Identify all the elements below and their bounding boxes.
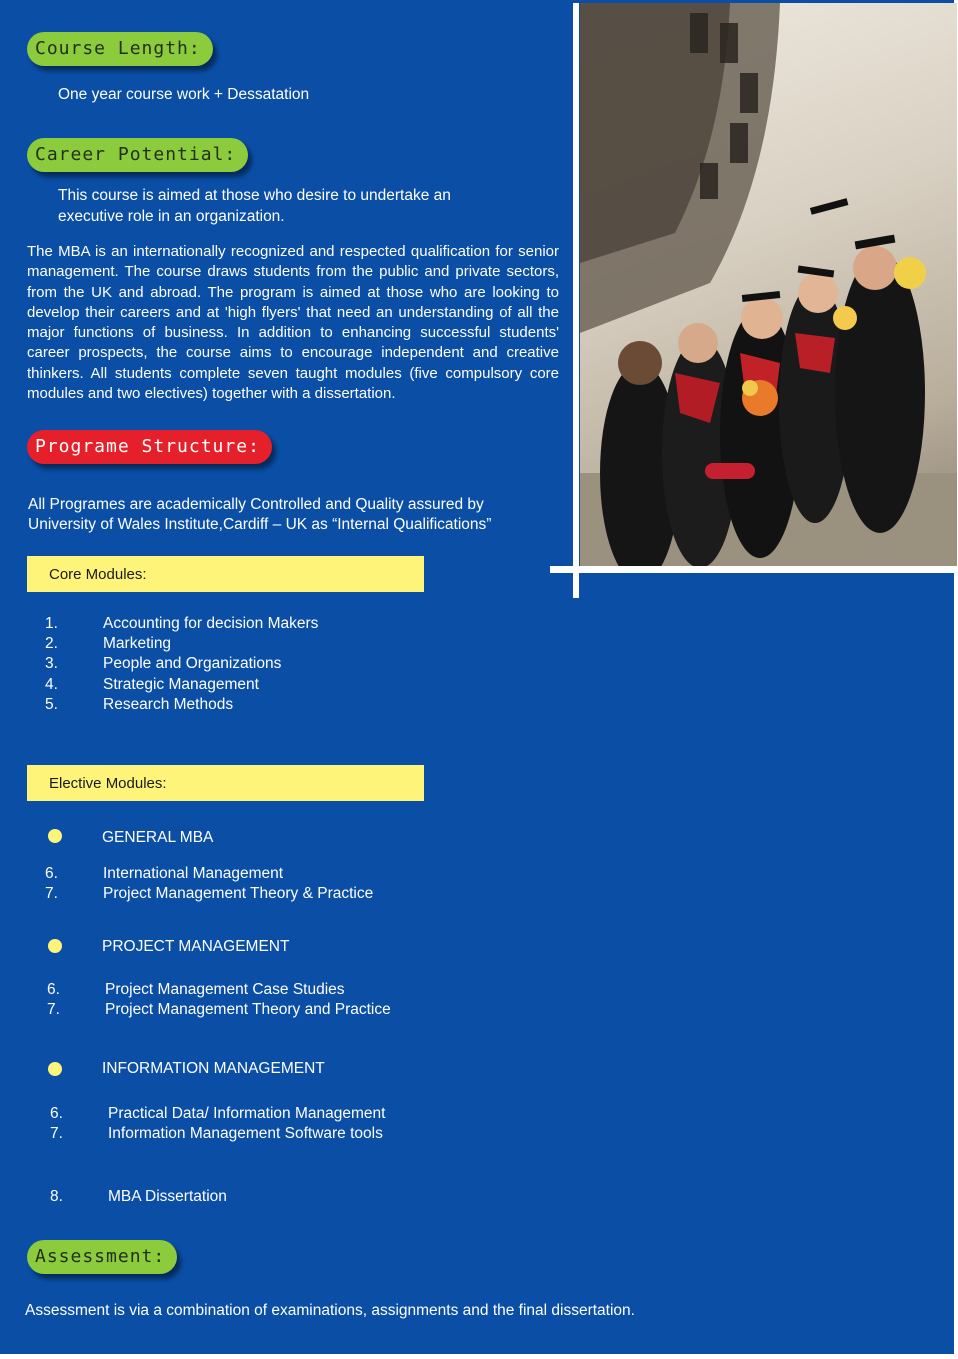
list-item-number: 2.: [45, 635, 58, 652]
list-item-label: Project Management Theory & Practice: [103, 885, 374, 902]
list-item-number: 7.: [47, 1001, 60, 1018]
career-potential-heading: Career Potential:: [27, 138, 248, 172]
list-item-label: MBA Dissertation: [108, 1188, 227, 1205]
photo-frame-horizontal: [550, 566, 958, 573]
list-item-number: 8.: [50, 1188, 63, 1205]
list-item-label: Research Methods: [103, 696, 234, 713]
programe-structure-heading: Programe Structure:: [27, 430, 272, 464]
list-item-label: International Management: [103, 865, 284, 882]
list-item-number: 6.: [47, 981, 60, 998]
course-length-heading: Course Length:: [27, 32, 213, 66]
assessment-text: Assessment is via a combination of examinations, assignments and the final dissertation.: [25, 1302, 635, 1319]
assessment-heading: Assessment:: [27, 1240, 177, 1274]
list-item-label: Information Management Software tools: [108, 1125, 383, 1142]
bullet-icon: [48, 829, 62, 843]
list-item-number: 6.: [50, 1105, 63, 1122]
graduates-illustration: [580, 3, 957, 566]
elective-group-title: INFORMATION MANAGEMENT: [102, 1060, 325, 1077]
list-item-number: 5.: [45, 696, 58, 713]
elective-group-title: GENERAL MBA: [102, 829, 214, 846]
list-item-label: Accounting for decision Makers: [103, 615, 319, 632]
graduates-photo: [580, 3, 957, 566]
list-item-number: 4.: [45, 676, 58, 693]
list-item-number: 3.: [45, 655, 58, 672]
photo-frame-vertical: [573, 3, 579, 598]
list-item-label: People and Organizations: [103, 655, 282, 672]
list-item-number: 1.: [45, 615, 58, 632]
list-item-label: Project Management Case Studies: [105, 981, 345, 998]
mba-description: The MBA is an internationally recognized and respected qualification for senior management. The course draws students from the public and private sectors, from the UK and abroad. The program is aimed at those who are looking to develop their careers and at 'high flyers' that need an understanding of all the major functions of business. In addition to enhancing successful students' career prospects, the course aims to encourage independent and creative thinkers. All students complete seven taught modules (five compulsory core modules and two electives) together with a dissertation.: [27, 243, 559, 403]
list-item-label: Marketing: [103, 635, 172, 652]
core-modules-heading: Core Modules:: [27, 556, 424, 592]
course-length-text: One year course work + Dessatation: [58, 86, 310, 103]
programe-structure-line2: University of Wales Institute,Cardiff – UK as “Internal Qualifications”: [28, 516, 492, 533]
list-item-label: Strategic Management: [103, 676, 259, 693]
list-item-number: 7.: [45, 885, 58, 902]
programe-structure-line1: All Programes are academically Controlled and Quality assured by: [28, 496, 484, 513]
list-item-label: Project Management Theory and Practice: [105, 1001, 391, 1018]
elective-modules-heading: Elective Modules:: [27, 765, 424, 801]
career-potential-text: This course is aimed at those who desire to undertake an executive role in an organization.: [58, 187, 451, 225]
bullet-icon: [48, 939, 62, 953]
bullet-icon: [48, 1062, 62, 1076]
list-item-number: 6.: [45, 865, 58, 882]
list-item-label: Practical Data/ Information Management: [108, 1105, 386, 1122]
elective-group-title: PROJECT MANAGEMENT: [102, 938, 290, 955]
list-item-number: 7.: [50, 1125, 63, 1142]
